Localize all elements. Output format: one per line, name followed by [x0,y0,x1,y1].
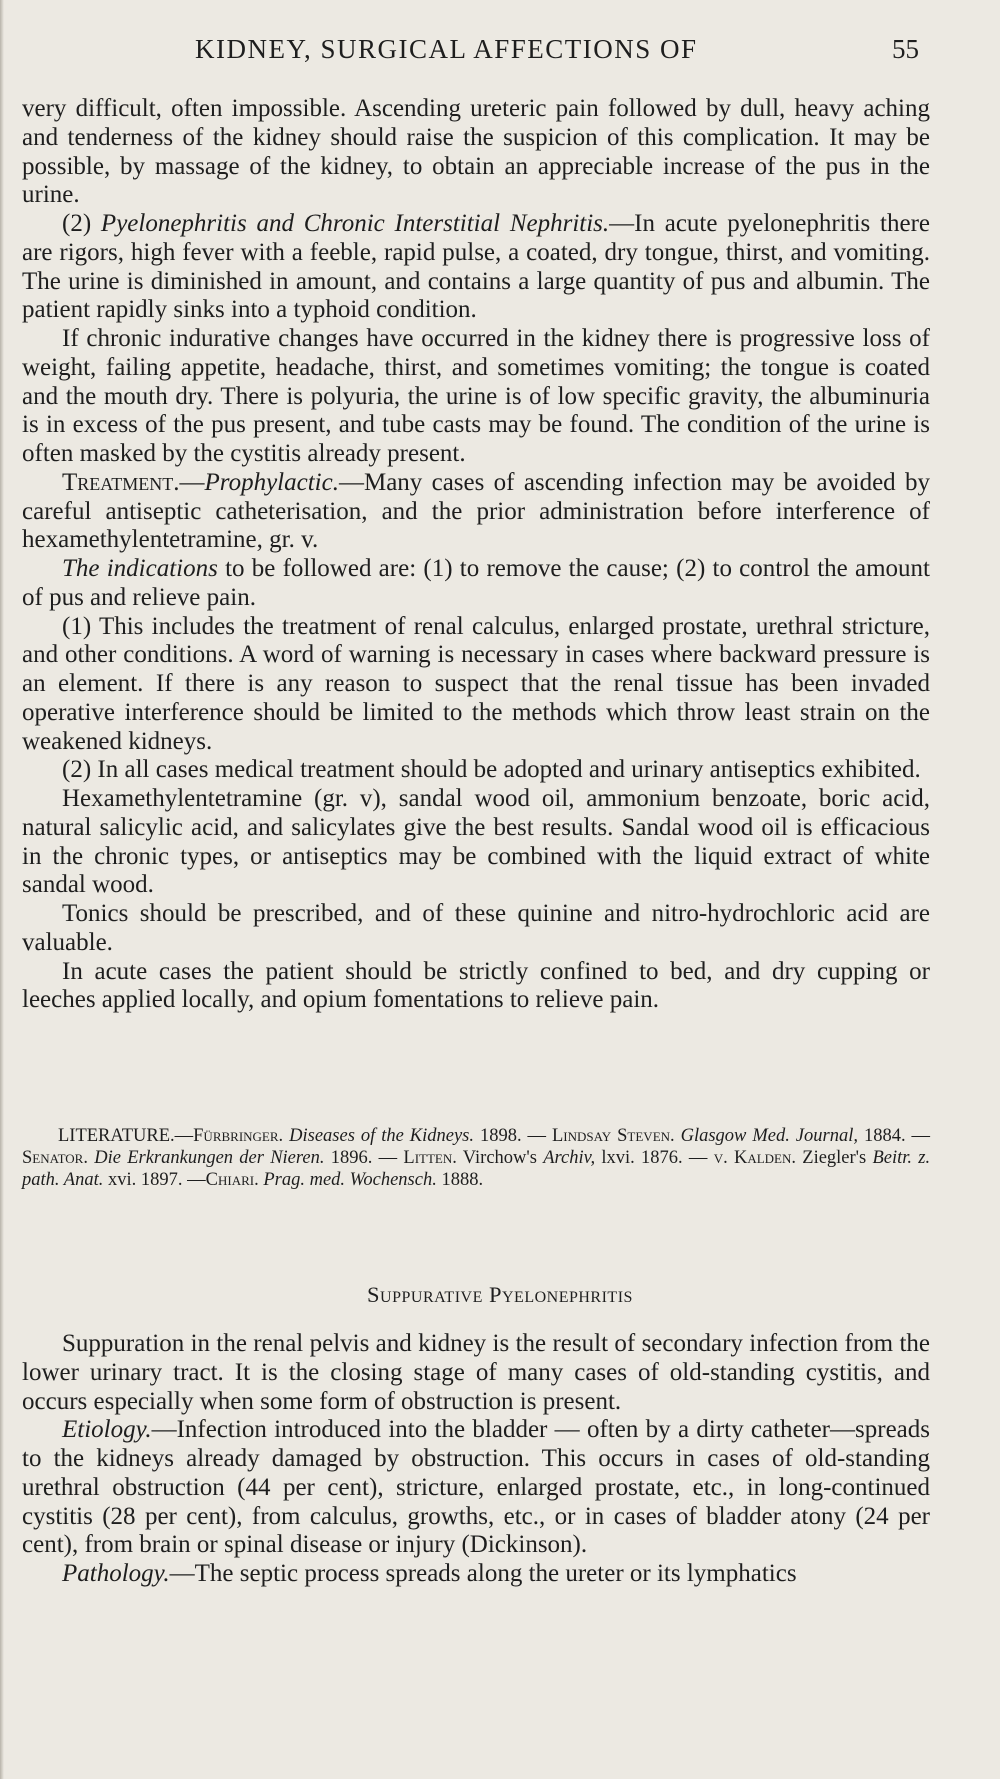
list-number: (2) [62,210,101,237]
page-number: 55 [892,34,919,64]
paragraph-text: —In acute pyelonephritis there are rigors, high fever with a feeble, rapid pulse, a coated, dry tongue, thirst, and vomiting. The urine is diminished in amount, and contains a large quantity of pus and albumin. The patient rapidly sinks into a typhoid condition. [22,210,930,324]
paragraph: Suppuration in the renal pelvis and kidney is the result of secondary infection from the lower urinary tract. It is the closing stage of many cases of old-standing cystitis, and occurs especially when some form of obstruction is present. [22,1330,930,1415]
paragraph: (1) This includes the treatment of renal calculus, enlarged prostate, urethral stricture, and other conditions. A word of warning is necessary in cases where backward pressure is an element. If there is any reason to suspect that the renal tissue has been invaded operative interference should be limited to the methods which throw least strain on the weakened kidneys. [22,612,930,755]
paragraph-heading: Pathology. [62,1560,170,1587]
literature-block [22,1125,930,1191]
running-title: KIDNEY, SURGICAL AFFECTIONS OF [195,34,698,64]
page-spine-shadow [0,0,4,1779]
paragraph: If chronic indurative changes have occurred in the kidney there is progressive loss of weight, failing appetite, headache, thirst, and sometimes vomiting; the tongue is coated and the mouth dry. There is polyuria, the urine is of low specific gravity, the albuminuria is in excess of the pus present, and tube casts may be found. The condition of the urine is often masked by the cystitis already present. [22,325,930,467]
paragraph-text: to be followed are: (1) to remove the cause; (2) to control the amount of pus and relieve pain. [22,555,930,611]
paragraph: Tonics should be prescribed, and of these quinine and nitro-hydrochloric acid are valuable. [22,900,930,956]
paragraph-text: —Infection introduced into the bladder — often by a dirty catheter—spreads to the kidneys already damaged by obstruction. This occurs in cases of old-standing urethral obstruction (44 per cent), stricture, enlarged prostate, etc., in long-continued cystitis (28 per cent), from calculus, growths, etc., or in cases of bladder atony (24 per cent), from brain or spinal disease or injury (Dickinson). [22,1416,930,1559]
treatment-subheading: Prophylactic. [204,468,339,496]
paragraph: Hexamethylentetramine (gr. v), sandal wood oil, ammonium benzoate, boric acid, natural salicylic acid, and salicylates give the best results. Sandal wood oil is efficacious in the chronic types, or antiseptics may be combined with the liquid extract of white sandal wood. [22,785,930,899]
paragraph [22,1560,930,1589]
literature-references: LITERATURE.—Fürbringer. Diseases of the Kidneys. 1898. — Lindsay Steven. Glasgow Med. Journal, 1884. — Senator. Die Erkrankungen der Nieren. 1896. — Litten. Virchow's Archiv, lxvi. 1876. — v. Kalden. Ziegler's Beitr. z. path. Anat. xvi. 1897. —Chiari. Prag. med. Wochensch. 1888. [22,1126,931,1190]
paragraph-heading: Etiology. [62,1416,152,1444]
paragraph: In acute cases the patient should be strictly confined to bed, and dry cupping or leeches applied locally, and opium fomentations to relieve pain. [22,957,930,1014]
section-heading: Suppurative Pyelonephritis [367,1282,633,1307]
paragraph [22,555,930,613]
literature-label: LITERATURE. [58,1126,175,1146]
paragraph-heading: Pyelonephritis and Chronic Interstitial Nephritis. [100,210,610,237]
main-text [22,95,930,1015]
treatment-label: Treatment. [62,468,180,496]
paragraph-text: —The septic process spreads along the ureter or its lymphatics [169,1560,797,1587]
paragraph: Treatment.—Prophylactic.—Many cases of ascending infection may be avoided by careful antiseptic catheterisation, and the prior administration before interference of hexamethylentetramine, gr. v. [22,468,930,554]
paragraph [22,1416,930,1560]
paragraph: (2) In all cases medical treatment should be adopted and urinary antiseptics exhibited. [62,756,921,784]
paragraph-text: —Many cases of ascending infection may be avoided by careful antiseptic catheterisation, and the prior administration before interference of hexamethylentetramine, gr. v. [22,468,930,554]
section-text [22,1330,930,1589]
paragraph [22,210,930,325]
paragraph: very difficult, often impossible. Ascending ureteric pain followed by dull, heavy aching and tenderness of the kidney should raise the suspicion of this complication. It may be possible, by massage of the kidney, to obtain an appreciable increase of the pus in the urine. [22,95,930,209]
paragraph-heading: The indications [62,555,218,582]
running-header [0,34,1000,68]
